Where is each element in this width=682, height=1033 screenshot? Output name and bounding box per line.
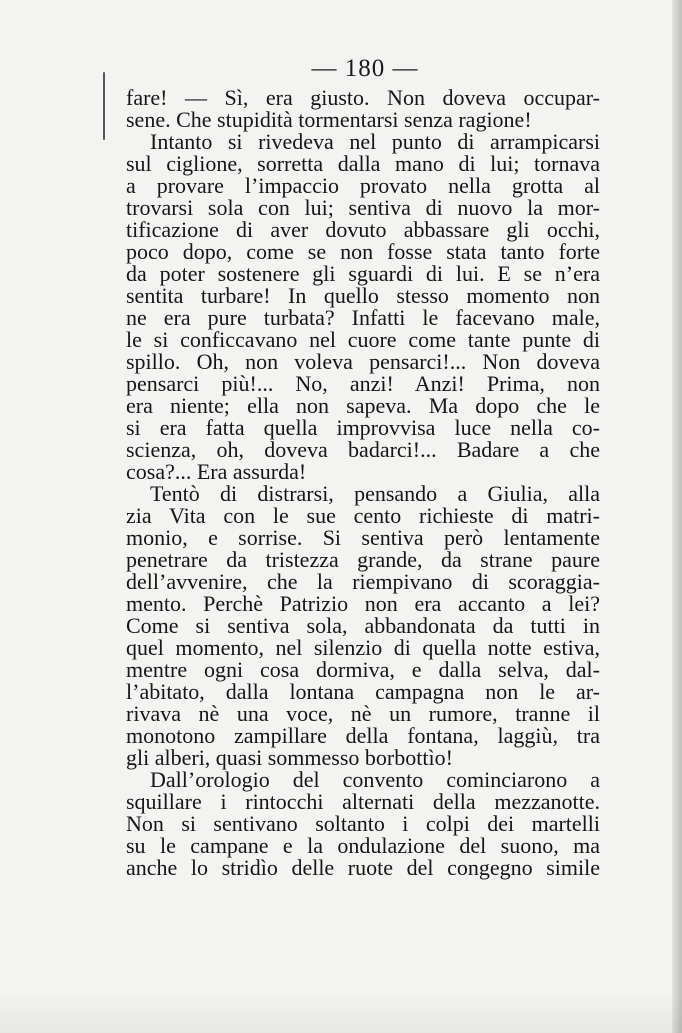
text-line: spillo. Oh, non voleva pensarci!... Non doveva: [126, 349, 600, 374]
text-line: rivava nè una voce, nè un rumore, tranne il: [126, 701, 600, 726]
text-line: trovarsi sola con lui; sentiva di nuovo la mor-: [126, 195, 600, 220]
text-line: su le campane e la ondulazione del suono, ma: [126, 833, 600, 858]
text-line: anche lo stridìo delle ruote del congegno simile: [126, 855, 600, 880]
page-shadow: [0, 993, 682, 1033]
text-line: da poter sostenere gli sguardi di lui. E se n’era: [126, 261, 600, 286]
text-line: Tentò di distrarsi, pensando a Giulia, alla: [150, 481, 600, 506]
text-line: ne era pure turbata? Infatti le facevano male,: [126, 305, 600, 330]
text-line: gli alberi, quasi sommesso borbottìo!: [126, 745, 453, 770]
text-line: scienza, oh, doveva badarci!... Badare a che: [126, 437, 600, 462]
text-line: a provare l’impaccio provato nella grotta al: [126, 173, 600, 198]
text-line: l’abitato, dalla lontana campagna non le ar-: [126, 679, 600, 704]
text-line: sentita turbare! In quello stesso momento non: [126, 283, 600, 308]
text-line: quel momento, nel silenzio di quella notte estiva,: [126, 635, 600, 660]
text-line: si era fatta quella improvvisa luce nella co-: [126, 415, 600, 440]
text-line: monotono zampillare della fontana, laggiù, tra: [126, 723, 600, 748]
text-line: penetrare da tristezza grande, da strane paure: [126, 547, 600, 572]
text-line: sene. Che stupidità tormentarsi senza ragione!: [126, 107, 532, 132]
text-line: pensarci più!... No, anzi! Anzi! Prima, non: [126, 371, 600, 396]
text-line: sul ciglione, sorretta dalla mano di lui; tornava: [126, 151, 600, 176]
text-line: dell’avvenire, che la riempivano di scoraggia-: [126, 569, 600, 594]
text-line: monio, e sorrise. Si sentiva però lentamente: [126, 525, 600, 550]
text-line: Non si sentivano soltanto i colpi dei martelli: [126, 811, 600, 836]
text-line: le si conficcavano nel cuore come tante punte di: [126, 327, 600, 352]
page-number: — 180 —: [311, 55, 419, 82]
text-line: zia Vita con le sue cento richieste di matri-: [126, 503, 600, 528]
text-line: poco dopo, come se non fosse stata tanto forte: [126, 239, 600, 264]
page-edge: [672, 0, 682, 1033]
text-line: squillare i rintocchi alternati della mezzanotte.: [126, 789, 600, 814]
text-line: era niente; ella non sapeva. Ma dopo che le: [126, 393, 600, 418]
text-line: Intanto si rivedeva nel punto di arrampicarsi: [150, 129, 600, 154]
body-text: [126, 87, 600, 879]
text-line: fare! — Sì, era giusto. Non doveva occupar-: [126, 85, 600, 110]
text-line: mentre ogni cosa dormiva, e dalla selva, dal-: [126, 657, 600, 682]
text-line: tificazione di aver dovuto abbassare gli occhi,: [126, 217, 600, 242]
text-line: Come si sentiva sola, abbandonata da tutti in: [126, 613, 600, 638]
text-line: cosa?... Era assurda!: [126, 459, 307, 484]
text-line: mento. Perchè Patrizio non era accanto a lei?: [126, 591, 600, 616]
text-line: Dall’orologio del convento cominciarono a: [150, 767, 600, 792]
